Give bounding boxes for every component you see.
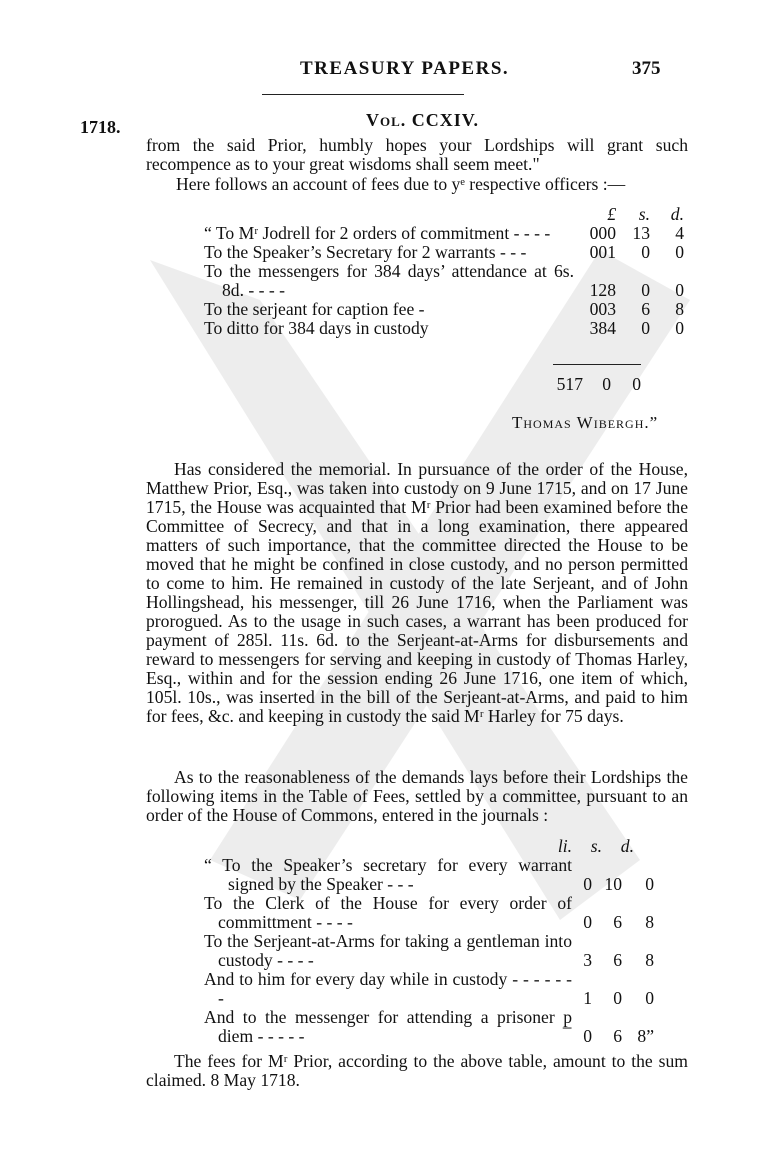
paragraph-fees-intro: Here follows an account of fees due to yᵉ respective officers :— bbox=[176, 174, 626, 194]
fee-account-table bbox=[204, 205, 684, 338]
volume-heading: Vol. CCXIV. bbox=[366, 110, 479, 130]
table-row bbox=[204, 894, 654, 932]
fee-shillings: 6 bbox=[641, 299, 650, 319]
table-of-fees bbox=[204, 856, 654, 1046]
fee-item: To the Clerk of the House for every order of committment - - - - bbox=[204, 893, 572, 932]
table-row bbox=[204, 932, 654, 970]
fee-pence: 8 bbox=[675, 299, 684, 319]
col-pounds: £ bbox=[607, 204, 616, 224]
fee-shillings: 6 bbox=[613, 950, 622, 970]
fee-pence: 0 bbox=[645, 874, 654, 894]
fee-pounds: 384 bbox=[589, 318, 616, 338]
fee-pounds: 001 bbox=[589, 242, 616, 262]
total-pounds: 517 bbox=[556, 374, 583, 394]
paragraph-memorial: Has considered the memorial. In pursuance of the order of the House, Matthew Prior, Esq., was taken into custody on 9 June 1715, and on 17 June 1715, the House was acquainted that Mʳ Prior had been examined before the Committee of Secrecy, and that in a long examination, there appeared matters of such importance, that the committee directed the House to be moved that he might be confined in close custody, and no person permitted to come to him. He remained in custody of the late Serjeant, and of John Hollingshead, his messenger, till 26 June 1716, when the Parliament was prorogued. As to the usage in such cases, a warrant has been produced for payment of 285l. 11s. 6d. to the Serjeant-at-Arms for disbursements and reward to messengers for serving and keeping in custody of Thomas Harley, Esq., within and for the session ending 26 June 1716, one item of which, 105l. 10s., was inserted in the bill of the Serjeant-at-Arms, and paid to him for fees, &c. and keeping in custody the said Mʳ Harley for 75 days. bbox=[146, 459, 688, 726]
paragraph-conclusion: The fees for Mʳ Prior, according to the above table, amount to the sum claimed. 8 May 1718. bbox=[146, 1051, 688, 1090]
table-row bbox=[204, 1008, 654, 1046]
fee-pounds: 1 bbox=[583, 988, 592, 1008]
fee-pence: 0 bbox=[675, 280, 684, 300]
fee-shillings: 13 bbox=[632, 223, 650, 243]
table-row bbox=[204, 224, 684, 243]
fee-pounds: 003 bbox=[589, 299, 616, 319]
fee-pence: 0 bbox=[675, 242, 684, 262]
paragraph-reasonableness: As to the reasonableness of the demands lays before their Lordships the following items in the Table of Fees, settled by a committee, pursuant to an order of the House of Commons, entered in the journals : bbox=[146, 767, 688, 825]
fee-pounds: 0 bbox=[583, 874, 592, 894]
fee-item: To ditto for 384 days in custody bbox=[204, 318, 429, 338]
fee-shillings: 6 bbox=[613, 1026, 622, 1046]
fee-pounds: 000 bbox=[589, 223, 616, 243]
table-of-fees-header bbox=[552, 836, 634, 857]
total-shillings: 0 bbox=[602, 374, 611, 394]
fee-item: And to the messenger for attending a prisoner p̲ diem - - - - - bbox=[204, 1007, 572, 1046]
fee-item: To the serjeant for caption fee - bbox=[204, 299, 425, 319]
fee-shillings: 0 bbox=[641, 242, 650, 262]
fee-account-header bbox=[204, 205, 684, 224]
paragraph-continuation: from the said Prior, humbly hopes your Lordships will grant such recompence as to your great wisdoms shall seem meet." bbox=[146, 135, 688, 174]
fee-total bbox=[553, 374, 641, 395]
fee-pence: 0 bbox=[675, 318, 684, 338]
running-title: TREASURY PAPERS. bbox=[300, 58, 510, 79]
fee-pence: 8” bbox=[637, 1026, 654, 1046]
fee-pence: 4 bbox=[675, 223, 684, 243]
table-row bbox=[204, 243, 684, 262]
fee-pounds: 0 bbox=[583, 912, 592, 932]
table-row bbox=[204, 300, 684, 319]
fee-pounds: 128 bbox=[589, 280, 616, 300]
total-rule bbox=[553, 364, 641, 365]
fee-shillings: 10 bbox=[604, 874, 622, 894]
margin-year: 1718. bbox=[80, 117, 121, 137]
fee-pounds: 3 bbox=[583, 950, 592, 970]
col-li: li. bbox=[557, 836, 572, 856]
fee-shillings: 0 bbox=[641, 280, 650, 300]
col-pence: d. bbox=[670, 204, 684, 224]
signature: Thomas Wibergh.” bbox=[512, 413, 659, 432]
fee-item: To the messengers for 384 days’ attendance at 6s. 8d. - - - - bbox=[204, 261, 574, 300]
col-d: d. bbox=[620, 836, 634, 856]
fee-shillings: 0 bbox=[613, 988, 622, 1008]
fee-item: “ To the Speaker’s secretary for every warrant signed by the Speaker - - - bbox=[204, 855, 572, 894]
table-row bbox=[204, 319, 684, 338]
fee-pounds: 0 bbox=[583, 1026, 592, 1046]
fee-shillings: 0 bbox=[641, 318, 650, 338]
fee-shillings: 6 bbox=[613, 912, 622, 932]
total-pence: 0 bbox=[632, 374, 641, 394]
fee-pence: 8 bbox=[645, 912, 654, 932]
page-number: 375 bbox=[632, 58, 661, 79]
header-rule bbox=[262, 94, 464, 95]
fee-pence: 8 bbox=[645, 950, 654, 970]
col-s: s. bbox=[590, 836, 602, 856]
fee-item: To the Speaker’s Secretary for 2 warrants - - - bbox=[204, 242, 527, 262]
table-row bbox=[204, 262, 684, 300]
table-row bbox=[204, 970, 654, 1008]
fee-item: “ To Mʳ Jodrell for 2 orders of commitment - - - - bbox=[204, 223, 551, 243]
running-head bbox=[0, 58, 768, 84]
fee-item: And to him for every day while in custody - - - - - - - bbox=[204, 969, 572, 1008]
table-row bbox=[204, 856, 654, 894]
fee-pence: 0 bbox=[645, 988, 654, 1008]
fee-item: To the Serjeant-at-Arms for taking a gentleman into custody - - - - bbox=[204, 931, 572, 970]
col-shillings: s. bbox=[638, 204, 650, 224]
